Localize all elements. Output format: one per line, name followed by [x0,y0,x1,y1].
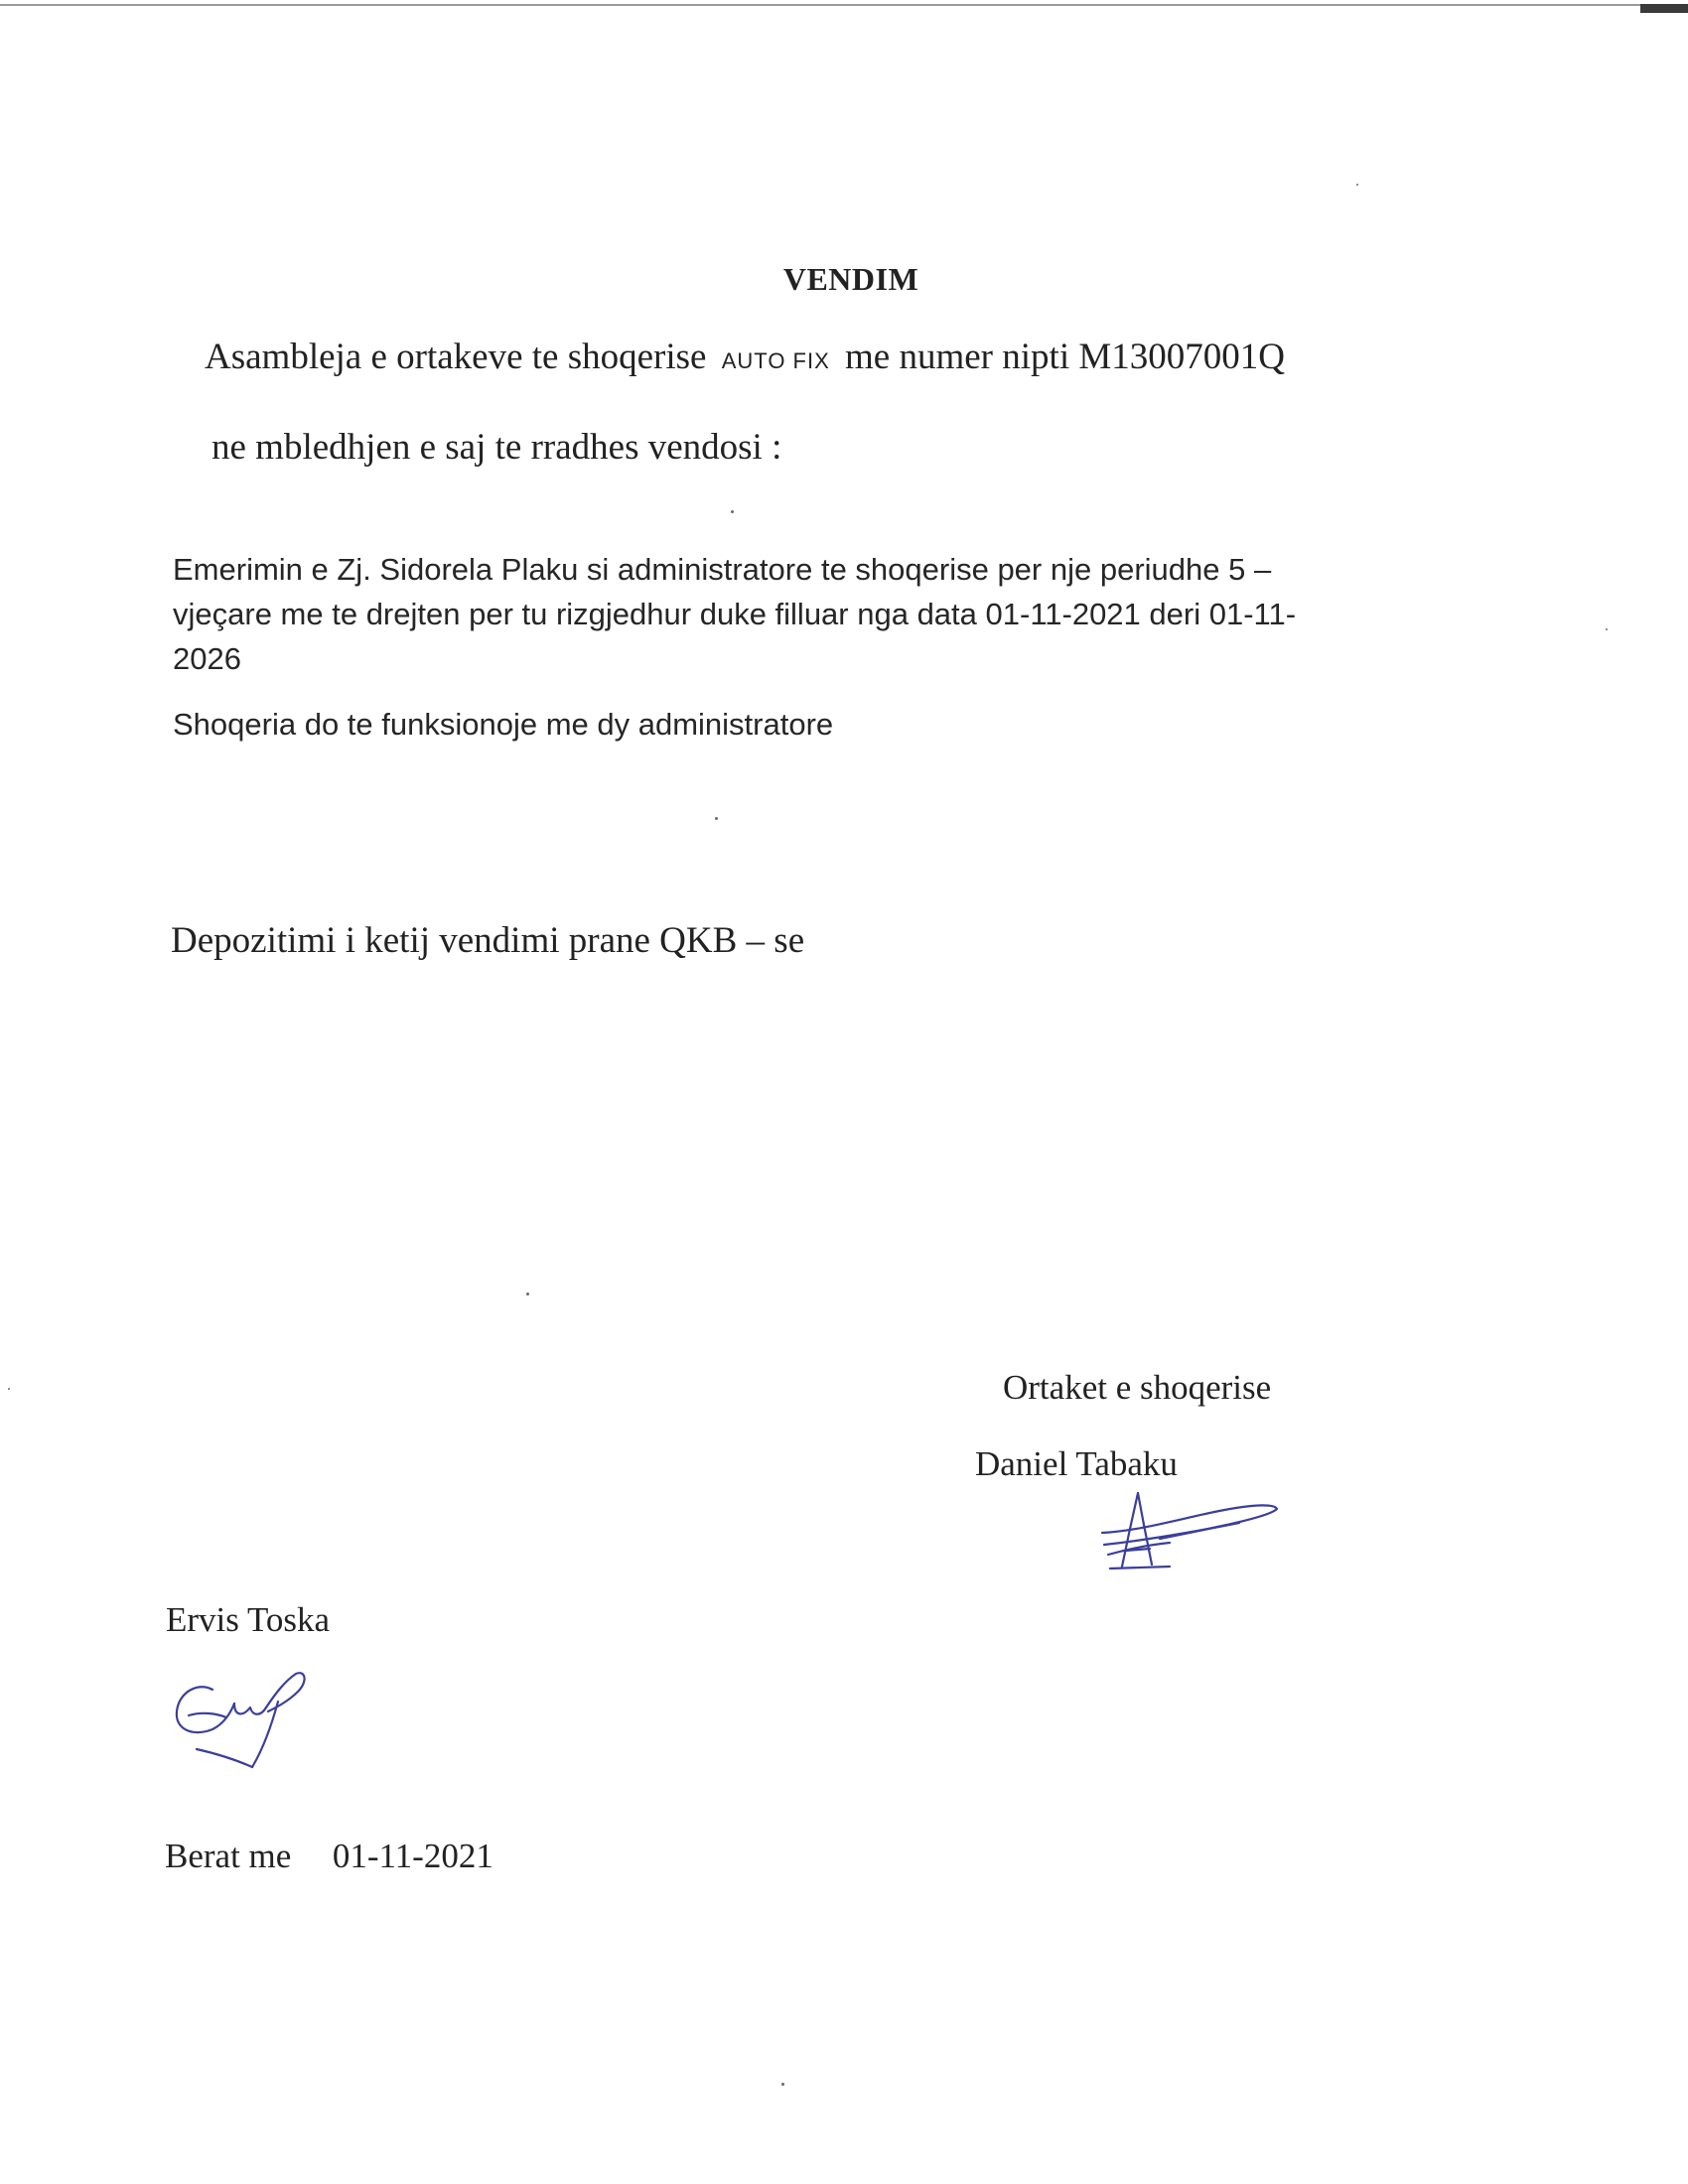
decision-line-1: Emerimin e Zj. Sidorela Plaku si administratore te shoqerise per nje periudhe 5 – [173,552,1272,587]
scan-speck [1356,184,1358,186]
decision-line-3: 2026 [173,641,241,676]
decision-line-administrators: Shoqeria do te funksionoje me dy administratore [173,707,834,742]
document-date: 01-11-2021 [332,1837,493,1875]
decision-paragraph [173,547,1296,681]
intro-line-2: ne mbledhjen e saj te rradhes vendosi : [211,427,782,468]
scan-speck [715,817,718,820]
partner-1-signature [1100,1489,1284,1573]
scan-speck [8,1388,10,1390]
scan-speck [781,2083,784,2086]
scan-speck [731,510,734,513]
intro-prefix: Asambleja e ortakeve te shoqerise [205,337,707,377]
document-title: VENDIM [782,261,919,297]
deposit-line: Depozitimi i ketij vendimi prane QKB – se [171,920,805,961]
partners-heading: Ortaket e shoqerise [1003,1368,1272,1407]
decision-line-2: vjeçare me te drejten per tu rizgjedhur duke filluar nga data 01-11-2021 deri 01-11- [173,597,1297,631]
partner-1-name: Daniel Tabaku [975,1444,1178,1483]
intro-line [205,336,1285,378]
place-label: Berat me [165,1837,292,1875]
partner-2-name: Ervis Toska [166,1600,331,1639]
place-date [165,1837,493,1876]
scan-edge-line [0,4,1640,6]
scan-edge-corner [1640,4,1688,13]
partner-2-signature [169,1668,318,1777]
scan-speck [526,1293,529,1296]
scan-speck [1606,628,1608,630]
company-name: AUTO FIX [721,348,830,373]
intro-suffix: me numer nipti M13007001Q [845,337,1285,377]
